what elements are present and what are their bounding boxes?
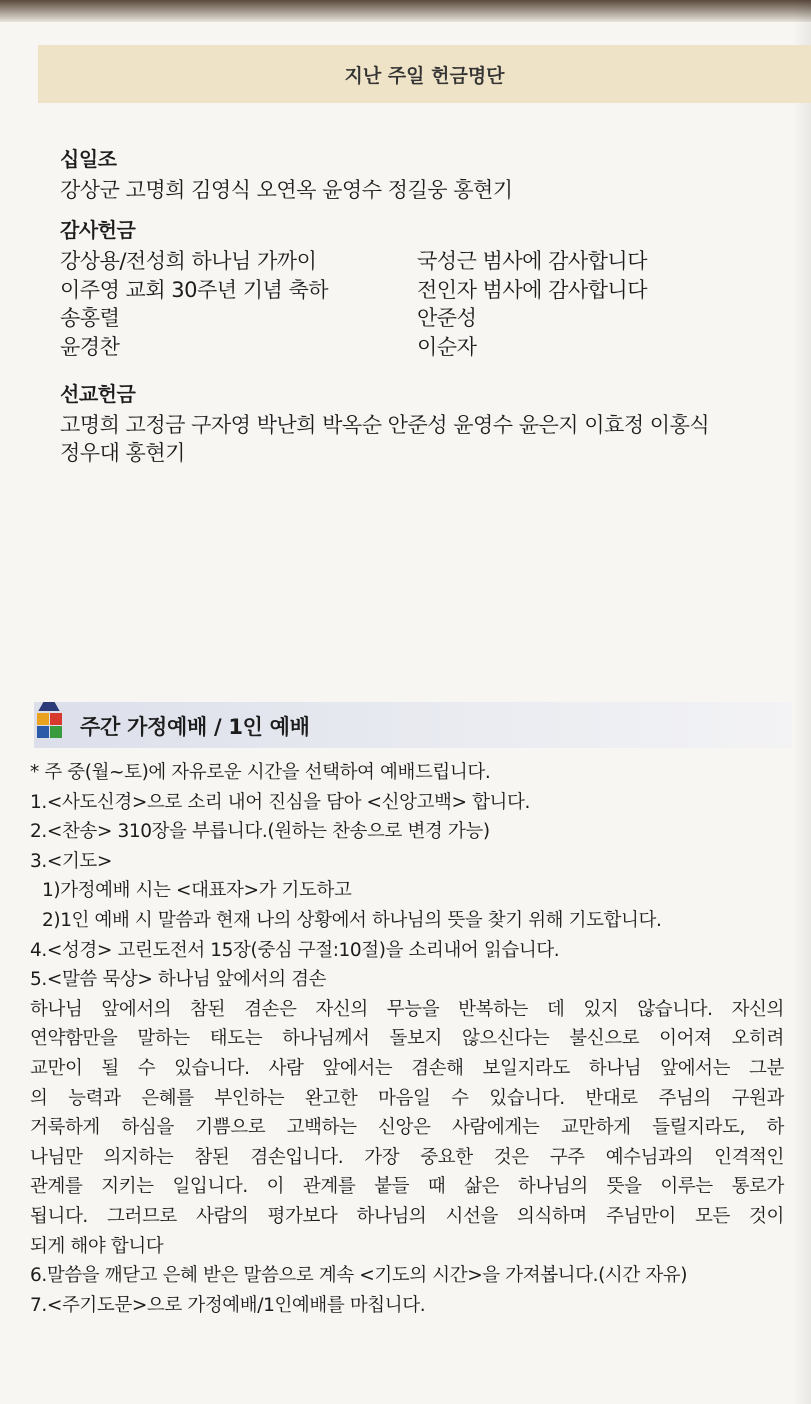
instruction-line: 5.<말씀 묵상> 하나님 앞에서의 겸손 [30, 969, 327, 991]
thanks-entry: 국성근 범사에 감사합니다 [417, 249, 647, 273]
paragraph-line: 됩니다. 그러므로 사람의 평가보다 하나님의 시선을 의식하며 주님만이 모든 것이 [30, 1205, 784, 1227]
thanks-entry: 송홍렬 [60, 306, 120, 330]
thanks-entry: 윤경찬 [60, 334, 120, 359]
paragraph-line: 연약함만을 말하는 태도는 하나님께서 돌보지 않으신다는 불신으로 이어져 오히려 [30, 1028, 784, 1050]
mission-section [60, 378, 709, 467]
paragraph-line: 교만이 될 수 있습니다. 사람 앞에서는 겸손해 보일지라도 하나님 앞에서는 그분 [30, 1057, 784, 1079]
thanks-entry: 이순자 [417, 334, 477, 359]
tithe-section [60, 143, 513, 204]
instruction-line: 2)1인 예배 시 말씀과 현재 나의 상황에서 하나님의 뜻을 찾기 위해 기도합니다. [42, 909, 662, 931]
paragraph-line: 되게 해야 합니다 [30, 1235, 164, 1257]
thanks-entry: 안준성 [417, 306, 477, 330]
page-top-edge [0, 0, 811, 22]
mission-names-line: 고명희 고정금 구자영 박난희 박옥순 안준성 윤영수 윤은지 이효정 이홍식 [60, 413, 710, 437]
thanks-section [60, 214, 747, 361]
instruction-line: 1)가정예배 시는 <대표자>가 기도하고 [42, 880, 352, 902]
offering-list-title: 지난 주일 헌금명단 [344, 64, 505, 87]
instruction-line: 4.<성경> 고린도전서 15장(중심 구절:10절)을 소리내어 읽습니다. [30, 939, 560, 961]
tithe-names: 강상군 고명희 김영식 오연옥 윤영수 정길웅 홍현기 [60, 178, 513, 202]
mission-names-line: 정우대 홍현기 [60, 441, 185, 465]
thanks-entry: 강상용/전성희 하나님 가까이 [60, 249, 317, 273]
paragraph-line: 의 능력과 은혜를 부인하는 완고한 마음일 수 있습니다. 반대로 주님의 구원과 [30, 1087, 784, 1109]
thanks-entry: 전인자 범사에 감사합니다 [417, 277, 647, 302]
thanks-entry: 이주영 교회 30주년 기념 축하 [60, 277, 329, 302]
weekly-worship-body [30, 758, 784, 1320]
instruction-line: 1.<사도신경>으로 소리 내어 진심을 담아 <신앙고백> 합니다. [30, 791, 530, 813]
thanks-list [60, 247, 747, 361]
page-shade [793, 0, 811, 1404]
paragraph-line: 관계를 지키는 일입니다. 이 관계를 붙들 때 삶은 하나님의 뜻을 이루는 통로가 [30, 1176, 784, 1198]
paragraph-line: 하나님 앞에서의 참된 겸손은 자신의 무능을 반복하는 데 있지 않습니다. 자신의 [30, 998, 784, 1020]
thanks-title: 감사헌금 [60, 218, 136, 242]
instruction-line: 3.<기도> [30, 850, 112, 872]
paragraph-line: 거룩하게 하심을 기쁨으로 고백하는 신앙은 사람에게는 교만하게 들릴지라도, 하 [30, 1117, 784, 1139]
church-house-icon [34, 702, 66, 748]
weekly-worship-title: 주간 가정예배 / 1인 예배 [80, 715, 310, 739]
instruction-line: 6.말씀을 깨닫고 은혜 받은 말씀으로 계속 <기도의 시간>을 가져봅니다.(시간 자유) [30, 1265, 688, 1287]
tithe-title: 십일조 [60, 147, 117, 171]
offering-list-header [38, 45, 811, 103]
instruction-line: 7.<주기도문>으로 가정예배/1인예배를 마칩니다. [30, 1294, 426, 1316]
mission-title: 선교헌금 [60, 382, 136, 406]
meditation-paragraph [30, 995, 784, 1261]
paragraph-line: 나님만 의지하는 참된 겸손입니다. 가장 중요한 것은 구주 예수님과의 인격적인 [30, 1146, 784, 1168]
instruction-line: 2.<찬송> 310장을 부릅니다.(원하는 찬송으로 변경 가능) [30, 821, 490, 843]
instruction-line: * 주 중(월~토)에 자유로운 시간을 선택하여 예배드립니다. [30, 762, 491, 783]
